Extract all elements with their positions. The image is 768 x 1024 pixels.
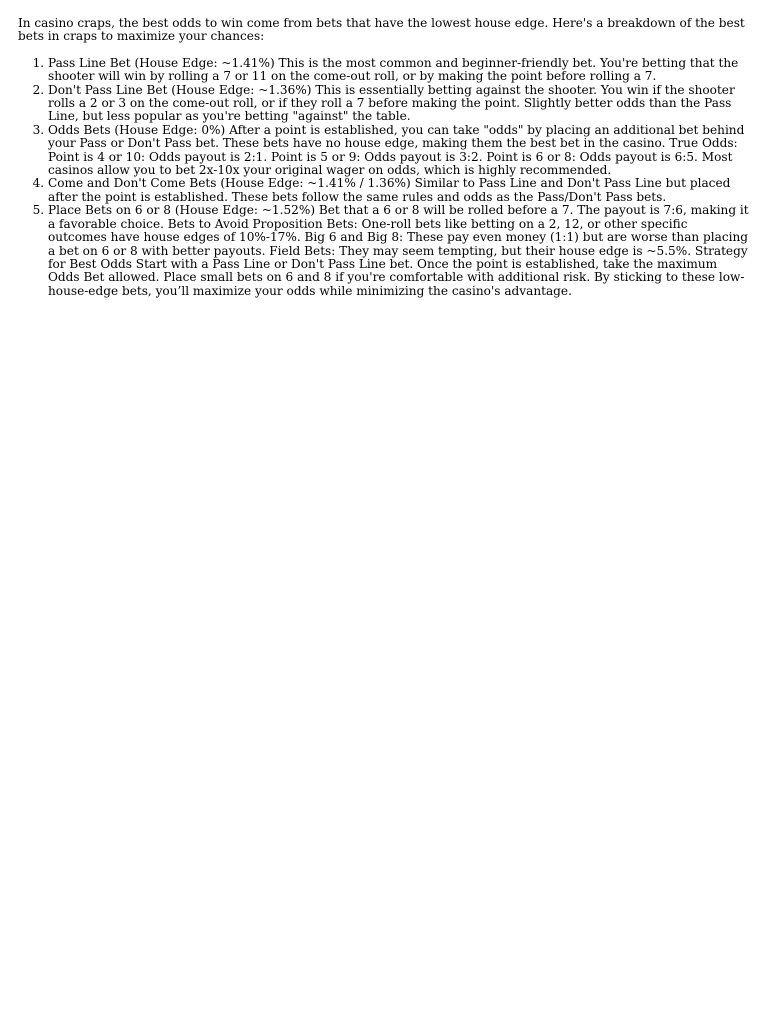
bets-list [18,57,750,298]
list-item-dont-pass-line: 2. Don't Pass Line Bet (House Edge: ~1.36%) This is essentially betting against the shooter. You win if the shooter rolls a 2 or 3 on the come-out roll, or if they roll a 7 before making the point. Slightly better odds than the Pass Line, but less popular as you're betting "against" the table. [48,84,750,124]
document-page [0,0,768,298]
list-item-place-bets: 5. Place Bets on 6 or 8 (House Edge: ~1.52%) Bet that a 6 or 8 will be rolled before a 7. The payout is 7:6, making it a favorable choice. Bets to Avoid Proposition Bets: One-roll bets like betting on a 2, 12, or other specific outcomes have house edges of 10%-17%. Big 6 and Big 8: These pay even money (1:1) but are worse than placing a bet on 6 or 8 with better payouts. Field Bets: They may seem tempting, but their house edge is ~5.5%. Strategy for Best Odds Start with a Pass Line or Don't Pass Line bet. Once the point is established, take the maximum Odds Bet allowed. Place small bets on 6 and 8 if you're comfortable with additional risk. By sticking to these low-house-edge bets, you’ll maximize your odds while minimizing the casino's advantage. [48,204,750,298]
list-item-pass-line: 1. Pass Line Bet (House Edge: ~1.41%) This is the most common and beginner-friendly bet. You're betting that the shooter will win by rolling a 7 or 11 on the come-out roll, or by making the point before rolling a 7. [48,57,750,84]
list-item-come-dont-come: 4. Come and Don't Come Bets (House Edge: ~1.41% / 1.36%) Similar to Pass Line and Don't Pass Line but placed after the point is established. These bets follow the same rules and odds as the Pass/Don't Pass bets. [48,177,750,204]
intro-paragraph: In casino craps, the best odds to win come from bets that have the lowest house edge. Here's a breakdown of the best bets in craps to maximize your chances: [18,16,745,44]
list-item-odds-bets: 3. Odds Bets (House Edge: 0%) After a point is established, you can take "odds" by placing an additional bet behind your Pass or Don't Pass bet. These bets have no house edge, making them the best bet in the casino. True Odds: Point is 4 or 10: Odds payout is 2:1. Point is 5 or 9: Odds payout is 3:2. Point is 6 or 8: Odds payout is 6:5. Most casinos allow you to bet 2x-10x your original wager on odds, which is highly recommended. [48,124,750,178]
